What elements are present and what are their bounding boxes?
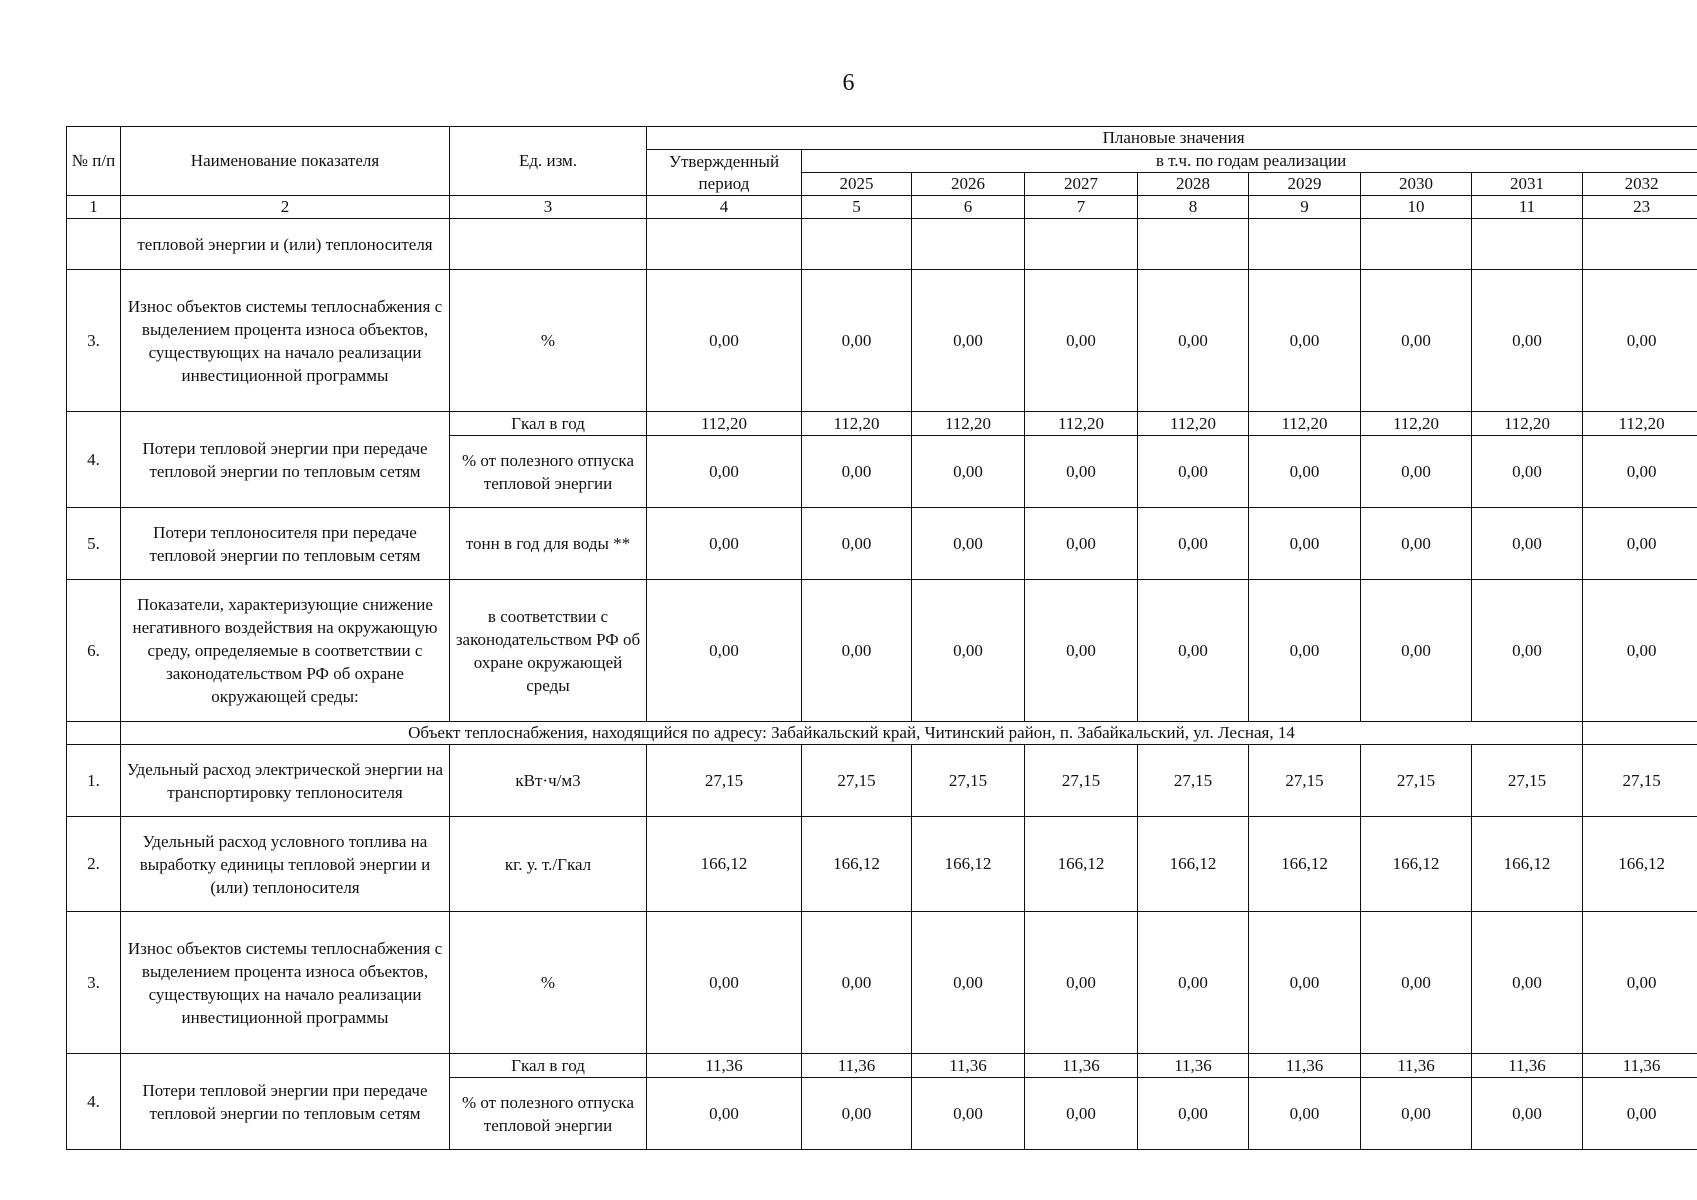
indicator-name: Износ объектов системы теплоснабжения с выделением процента износа объектов, существующих на начало реализации инвестиционной программы <box>121 912 450 1054</box>
header-year: 2030 <box>1361 173 1472 196</box>
value-cell: 166,12 <box>1472 817 1583 912</box>
unit-cell: % от полезного отпуска тепловой энергии <box>450 1078 647 1150</box>
indicator-name: Износ объектов системы теплоснабжения с выделением процента износа объектов, существующих на начало реализации инвестиционной программы <box>121 270 450 412</box>
value-cell: 0,00 <box>1138 912 1249 1054</box>
value-cell: 166,12 <box>1361 817 1472 912</box>
value-cell: 0,00 <box>647 270 802 412</box>
value-cell: 0,00 <box>1583 912 1697 1054</box>
row-number <box>67 722 121 745</box>
value-cell: 112,20 <box>912 412 1025 436</box>
value-cell <box>1361 219 1472 270</box>
table-row <box>67 745 1697 817</box>
value-cell: 0,00 <box>1583 270 1697 412</box>
column-index: 4 <box>647 196 802 219</box>
column-index: 7 <box>1025 196 1138 219</box>
value-cell: 11,36 <box>802 1054 912 1078</box>
value-cell: 0,00 <box>1025 270 1138 412</box>
column-index: 10 <box>1361 196 1472 219</box>
value-cell: 0,00 <box>1583 580 1697 722</box>
value-cell: 0,00 <box>1249 508 1361 580</box>
value-cell: 0,00 <box>1472 912 1583 1054</box>
unit-cell: Гкал в год <box>450 1054 647 1078</box>
value-cell: 166,12 <box>1249 817 1361 912</box>
value-cell: 0,00 <box>1138 270 1249 412</box>
value-cell: 166,12 <box>802 817 912 912</box>
value-cell <box>647 219 802 270</box>
value-cell: 0,00 <box>647 1078 802 1150</box>
row-number: 4. <box>67 412 121 508</box>
value-cell: 0,00 <box>647 580 802 722</box>
value-cell: 0,00 <box>1361 912 1472 1054</box>
header-year: 2029 <box>1249 173 1361 196</box>
header-year: 2026 <box>912 173 1025 196</box>
column-index: 2 <box>121 196 450 219</box>
value-cell: 0,00 <box>1361 270 1472 412</box>
value-cell: 166,12 <box>1138 817 1249 912</box>
value-cell: 166,12 <box>1583 817 1697 912</box>
table-row <box>67 580 1697 722</box>
value-cell: 112,20 <box>1472 412 1583 436</box>
header-name: Наименование показателя <box>121 127 450 196</box>
value-cell: 11,36 <box>1583 1054 1697 1078</box>
indicator-name: Потери теплоносителя при передаче тепловой энергии по тепловым сетям <box>121 508 450 580</box>
unit-cell: Гкал в год <box>450 412 647 436</box>
value-cell: 0,00 <box>1025 508 1138 580</box>
value-cell: 27,15 <box>912 745 1025 817</box>
value-cell: 11,36 <box>1138 1054 1249 1078</box>
column-index: 6 <box>912 196 1025 219</box>
header-planned: Плановые значения <box>647 127 1697 150</box>
row-number: 5. <box>67 508 121 580</box>
value-cell: 112,20 <box>1138 412 1249 436</box>
value-cell: 0,00 <box>802 508 912 580</box>
unit-cell: % от полезного отпуска тепловой энергии <box>450 436 647 508</box>
header-unit: Ед. изм. <box>450 127 647 196</box>
value-cell: 27,15 <box>647 745 802 817</box>
value-cell <box>1583 722 1697 745</box>
value-cell: 0,00 <box>912 912 1025 1054</box>
column-index: 8 <box>1138 196 1249 219</box>
value-cell <box>1138 219 1249 270</box>
table-row <box>67 412 1697 436</box>
row-number <box>67 219 121 270</box>
value-cell: 0,00 <box>1138 580 1249 722</box>
indicator-name: Удельный расход электрической энергии на транспортировку теплоносителя <box>121 745 450 817</box>
table-row <box>67 219 1697 270</box>
row-number: 4. <box>67 1054 121 1150</box>
value-cell: 11,36 <box>1361 1054 1472 1078</box>
value-cell: 0,00 <box>1249 580 1361 722</box>
value-cell <box>1583 219 1697 270</box>
indicator-name: Показатели, характеризующие снижение негативного воздействия на окружающую среду, определяемые в соответствии с законодательством РФ об охране окружающей среды: <box>121 580 450 722</box>
value-cell: 0,00 <box>1472 436 1583 508</box>
value-cell: 0,00 <box>1472 1078 1583 1150</box>
value-cell <box>1472 219 1583 270</box>
value-cell: 0,00 <box>802 912 912 1054</box>
value-cell: 0,00 <box>802 580 912 722</box>
value-cell: 27,15 <box>802 745 912 817</box>
unit-cell: тонн в год для воды ** <box>450 508 647 580</box>
value-cell: 0,00 <box>1249 436 1361 508</box>
value-cell: 0,00 <box>1583 508 1697 580</box>
header-year: 2032 <box>1583 173 1697 196</box>
value-cell: 0,00 <box>1361 436 1472 508</box>
value-cell: 0,00 <box>1025 1078 1138 1150</box>
row-number: 3. <box>67 270 121 412</box>
table-row <box>67 270 1697 412</box>
value-cell: 0,00 <box>912 270 1025 412</box>
indicator-name: Удельный расход условного топлива на выработку единицы тепловой энергии и (или) теплоносителя <box>121 817 450 912</box>
value-cell: 27,15 <box>1472 745 1583 817</box>
value-cell: 11,36 <box>1472 1054 1583 1078</box>
value-cell: 0,00 <box>802 436 912 508</box>
header-num: № п/п <box>67 127 121 196</box>
table-row <box>67 912 1697 1054</box>
value-cell: 0,00 <box>1249 1078 1361 1150</box>
value-cell: 27,15 <box>1583 745 1697 817</box>
column-index: 1 <box>67 196 121 219</box>
value-cell: 0,00 <box>1025 912 1138 1054</box>
value-cell: 27,15 <box>1361 745 1472 817</box>
value-cell: 112,20 <box>1583 412 1697 436</box>
value-cell: 0,00 <box>1249 270 1361 412</box>
value-cell: 0,00 <box>647 508 802 580</box>
unit-cell <box>450 219 647 270</box>
value-cell: 0,00 <box>802 1078 912 1150</box>
value-cell: 0,00 <box>1472 508 1583 580</box>
unit-cell: кВт·ч/м3 <box>450 745 647 817</box>
unit-cell: % <box>450 270 647 412</box>
row-number: 6. <box>67 580 121 722</box>
value-cell: 0,00 <box>1472 580 1583 722</box>
value-cell: 11,36 <box>1249 1054 1361 1078</box>
object-row <box>67 722 1697 745</box>
table-row <box>67 817 1697 912</box>
page-number: 6 <box>842 70 855 96</box>
value-cell: 0,00 <box>1472 270 1583 412</box>
table-row <box>67 508 1697 580</box>
value-cell: 166,12 <box>912 817 1025 912</box>
value-cell: 0,00 <box>802 270 912 412</box>
value-cell <box>1249 219 1361 270</box>
value-cell: 0,00 <box>912 508 1025 580</box>
value-cell: 0,00 <box>1138 508 1249 580</box>
indicator-name: Потери тепловой энергии при передаче тепловой энергии по тепловым сетям <box>121 412 450 508</box>
column-index: 23 <box>1583 196 1697 219</box>
header-year: 2028 <box>1138 173 1249 196</box>
column-index: 5 <box>802 196 912 219</box>
value-cell: 0,00 <box>647 436 802 508</box>
value-cell: 0,00 <box>1138 436 1249 508</box>
column-index: 9 <box>1249 196 1361 219</box>
value-cell: 0,00 <box>1361 508 1472 580</box>
header-row-1 <box>67 127 1697 150</box>
value-cell: 0,00 <box>1361 1078 1472 1150</box>
header-by-years: в т.ч. по годам реализации <box>802 150 1697 173</box>
value-cell: 27,15 <box>1249 745 1361 817</box>
value-cell: 0,00 <box>912 436 1025 508</box>
header-approved: Утвержденный период <box>647 150 802 196</box>
value-cell <box>912 219 1025 270</box>
row-number: 2. <box>67 817 121 912</box>
value-cell: 0,00 <box>1138 1078 1249 1150</box>
value-cell: 11,36 <box>647 1054 802 1078</box>
value-cell <box>1025 219 1138 270</box>
column-index-row <box>67 196 1697 219</box>
value-cell: 0,00 <box>647 912 802 1054</box>
column-index: 3 <box>450 196 647 219</box>
value-cell: 0,00 <box>912 1078 1025 1150</box>
value-cell: 0,00 <box>1025 580 1138 722</box>
value-cell: 11,36 <box>1025 1054 1138 1078</box>
value-cell: 112,20 <box>1025 412 1138 436</box>
indicators-table <box>66 126 1697 1150</box>
header-year: 2025 <box>802 173 912 196</box>
unit-cell: % <box>450 912 647 1054</box>
value-cell: 0,00 <box>1249 912 1361 1054</box>
header-year: 2027 <box>1025 173 1138 196</box>
unit-cell: в соответствии с законодательством РФ об охране окружающей среды <box>450 580 647 722</box>
value-cell: 0,00 <box>1583 436 1697 508</box>
value-cell: 166,12 <box>647 817 802 912</box>
value-cell: 0,00 <box>1025 436 1138 508</box>
table-row <box>67 1054 1697 1078</box>
value-cell: 112,20 <box>647 412 802 436</box>
value-cell: 166,12 <box>1025 817 1138 912</box>
value-cell: 112,20 <box>1249 412 1361 436</box>
column-index: 11 <box>1472 196 1583 219</box>
object-address: Объект теплоснабжения, находящийся по адресу: Забайкальский край, Читинский район, п. Забайкальский, ул. Лесная, 14 <box>121 722 1583 745</box>
value-cell: 0,00 <box>1583 1078 1697 1150</box>
value-cell: 0,00 <box>1361 580 1472 722</box>
value-cell: 112,20 <box>1361 412 1472 436</box>
indicator-name: тепловой энергии и (или) теплоносителя <box>121 219 450 270</box>
value-cell: 11,36 <box>912 1054 1025 1078</box>
value-cell: 112,20 <box>802 412 912 436</box>
indicator-name: Потери тепловой энергии при передаче тепловой энергии по тепловым сетям <box>121 1054 450 1150</box>
row-number: 1. <box>67 745 121 817</box>
value-cell: 27,15 <box>1138 745 1249 817</box>
value-cell: 0,00 <box>912 580 1025 722</box>
value-cell <box>802 219 912 270</box>
header-year: 2031 <box>1472 173 1583 196</box>
row-number: 3. <box>67 912 121 1054</box>
unit-cell: кг. у. т./Гкал <box>450 817 647 912</box>
value-cell: 27,15 <box>1025 745 1138 817</box>
